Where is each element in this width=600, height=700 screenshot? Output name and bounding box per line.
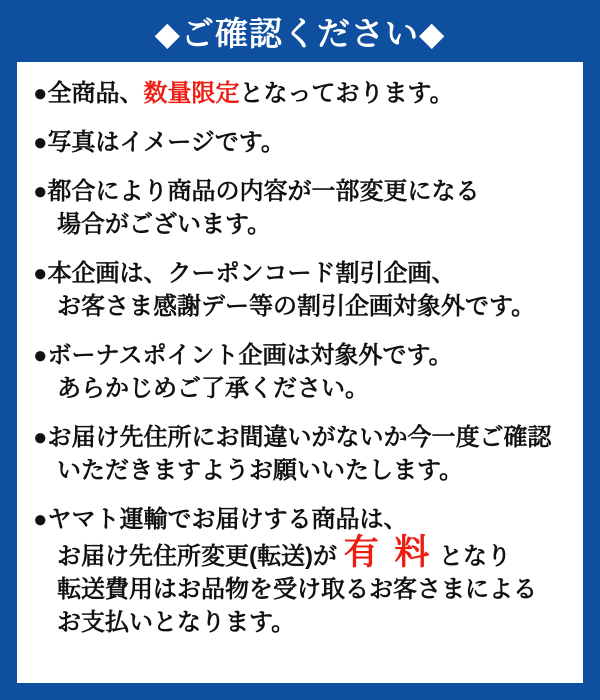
notice-line (33, 421, 583, 454)
text-segment: ●都合により商品の内容が一部変更になる (33, 178, 480, 205)
notice-line (33, 503, 583, 536)
notice-line (33, 126, 583, 159)
notice-line (57, 533, 583, 573)
text-segment: お届け先住所変更(転送)が (57, 543, 344, 570)
notice-panel (17, 62, 583, 683)
notice-item (33, 175, 583, 241)
text-segment: ●写真はイメージです。 (33, 129, 285, 156)
highlight-red: 数量限定 (143, 80, 240, 107)
notice-item (33, 339, 583, 405)
text-segment: ●ボーナスポイント企画は対象外です。 (33, 342, 453, 369)
notice-line (57, 290, 583, 323)
notice-line (33, 77, 583, 110)
notice-item (33, 257, 583, 323)
text-segment: となっております。 (239, 80, 454, 107)
text-segment: お支払いとなります。 (57, 609, 296, 636)
banner-title: ◆ご確認ください◆ (154, 14, 446, 52)
notice-line (33, 175, 583, 208)
notice-line (57, 606, 583, 639)
notice-line (57, 208, 583, 241)
notice-line (33, 339, 583, 372)
notice-item (33, 126, 583, 159)
text-segment: いただきますようお願いいたします。 (57, 457, 464, 484)
notice-item (33, 503, 583, 639)
notice-item (33, 421, 583, 487)
highlight-red-large: 有 料 (343, 533, 433, 572)
text-segment: あらかじめご了承ください。 (57, 375, 369, 402)
notice-line (57, 454, 583, 487)
notice-line (57, 573, 583, 606)
notice-line (57, 372, 583, 405)
text-segment: 場合がございます。 (57, 211, 272, 238)
notice-line (33, 257, 583, 290)
notice-item (33, 77, 583, 110)
text-segment: お客さま感謝デー等の割引企画対象外です。 (57, 293, 536, 320)
text-segment: ●全商品、 (33, 80, 144, 107)
text-segment: となり (432, 543, 512, 570)
text-segment: 転送費用はお品物を受け取るお客さまによる (57, 576, 537, 603)
text-segment: ●本企画は、クーポンコード割引企画、 (33, 260, 456, 287)
text-segment: ●ヤマト運輸でお届けする商品は、 (33, 506, 408, 533)
text-segment: ●お届け先住所にお間違いがないか今一度ご確認 (33, 424, 552, 451)
